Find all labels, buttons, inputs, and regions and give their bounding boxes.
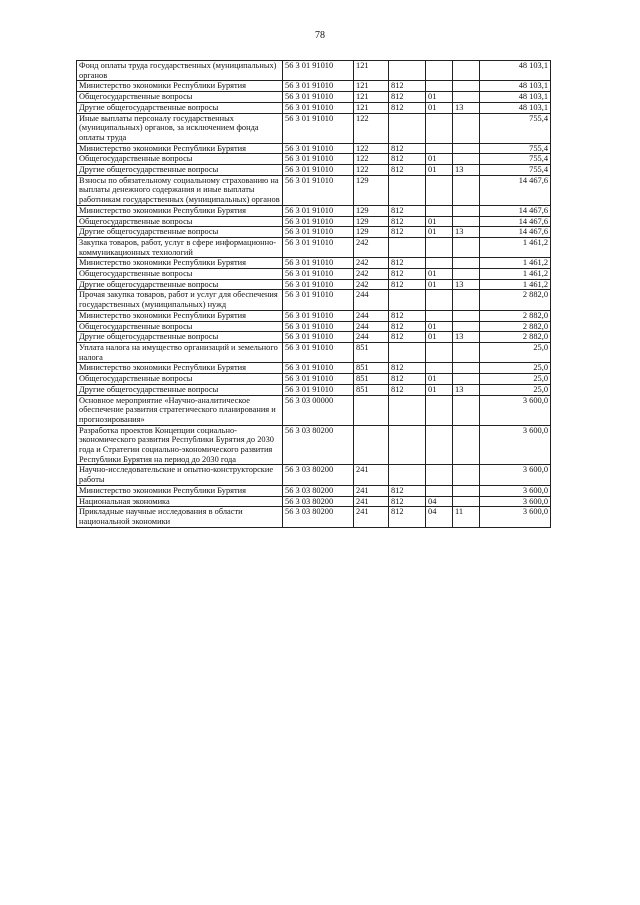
section-code-cell: 01 [426,279,453,290]
table-row [77,258,551,269]
table-row [77,363,551,374]
subsection-code-cell [453,237,480,257]
amount-cell: 1 461,2 [480,279,551,290]
target-article-code-cell: 56 3 01 91010 [283,175,354,205]
expense-name-cell: Общегосударственные вопросы [77,154,283,165]
table-row [77,205,551,216]
expense-type-cell: 851 [354,363,389,374]
expense-name-cell: Прочая закупка товаров, работ и услуг для обеспечения государственных (муниципальных) нужд [77,290,283,310]
expense-type-cell: 121 [354,102,389,113]
section-code-cell: 01 [426,332,453,343]
expense-type-cell: 244 [354,310,389,321]
section-code-cell: 04 [426,496,453,507]
amount-cell: 48 103,1 [480,92,551,103]
target-article-code-cell: 56 3 01 91010 [283,290,354,310]
amount-cell: 2 882,0 [480,321,551,332]
target-article-code-cell: 56 3 01 91010 [283,237,354,257]
target-article-code-cell: 56 3 01 91010 [283,342,354,362]
expense-name-cell: Министерство экономики Республики Бурятия [77,81,283,92]
target-article-code-cell: 56 3 01 91010 [283,154,354,165]
section-code-cell [426,61,453,81]
target-article-code-cell: 56 3 01 91010 [283,92,354,103]
expense-name-cell: Другие общегосударственные вопросы [77,332,283,343]
target-article-code-cell: 56 3 01 91010 [283,165,354,176]
department-code-cell [389,425,426,465]
target-article-code-cell: 56 3 03 80200 [283,425,354,465]
department-code-cell: 812 [389,374,426,385]
expense-name-cell: Научно-исследовательские и опытно-конструкторские работы [77,465,283,485]
expense-name-cell: Национальная экономика [77,496,283,507]
department-code-cell [389,290,426,310]
department-code-cell: 812 [389,81,426,92]
table-row [77,507,551,527]
department-code-cell: 812 [389,227,426,238]
amount-cell: 3 600,0 [480,395,551,425]
table-row [77,395,551,425]
amount-cell: 25,0 [480,374,551,385]
expense-type-cell: 242 [354,269,389,280]
section-code-cell [426,113,453,143]
department-code-cell: 812 [389,165,426,176]
table-row [77,465,551,485]
expense-name-cell: Другие общегосударственные вопросы [77,165,283,176]
table-row [77,310,551,321]
department-code-cell: 812 [389,216,426,227]
target-article-code-cell: 56 3 01 91010 [283,258,354,269]
target-article-code-cell: 56 3 03 80200 [283,485,354,496]
target-article-code-cell: 56 3 01 91010 [283,61,354,81]
amount-cell: 14 467,6 [480,205,551,216]
expense-type-cell: 122 [354,154,389,165]
subsection-code-cell [453,175,480,205]
amount-cell: 2 882,0 [480,290,551,310]
amount-cell: 48 103,1 [480,102,551,113]
subsection-code-cell [453,374,480,385]
expense-name-cell: Общегосударственные вопросы [77,374,283,385]
department-code-cell: 812 [389,363,426,374]
expense-type-cell: 242 [354,237,389,257]
expense-type-cell: 121 [354,61,389,81]
department-code-cell: 812 [389,258,426,269]
section-code-cell: 01 [426,165,453,176]
section-code-cell [426,465,453,485]
expense-type-cell: 129 [354,205,389,216]
section-code-cell [426,485,453,496]
amount-cell: 1 461,2 [480,237,551,257]
subsection-code-cell [453,81,480,92]
subsection-code-cell [453,363,480,374]
department-code-cell: 812 [389,205,426,216]
target-article-code-cell: 56 3 03 80200 [283,496,354,507]
table-row [77,290,551,310]
subsection-code-cell: 11 [453,507,480,527]
section-code-cell [426,81,453,92]
subsection-code-cell [453,485,480,496]
target-article-code-cell: 56 3 01 91010 [283,279,354,290]
section-code-cell: 01 [426,321,453,332]
expense-type-cell: 241 [354,507,389,527]
expense-name-cell: Разработка проектов Концепции социально-экономического развития Республики Бурятия до 2030 года и Стратегии социально-экономического развития Республики Бурятия на период до 2030 года [77,425,283,465]
amount-cell: 3 600,0 [480,425,551,465]
target-article-code-cell: 56 3 01 91010 [283,310,354,321]
section-code-cell: 01 [426,216,453,227]
section-code-cell [426,395,453,425]
section-code-cell: 01 [426,269,453,280]
expense-name-cell: Министерство экономики Республики Бурятия [77,143,283,154]
department-code-cell: 812 [389,507,426,527]
subsection-code-cell [453,258,480,269]
subsection-code-cell [453,310,480,321]
target-article-code-cell: 56 3 01 91010 [283,321,354,332]
expense-name-cell: Общегосударственные вопросы [77,269,283,280]
expense-type-cell: 851 [354,384,389,395]
table-row [77,143,551,154]
expense-name-cell: Фонд оплаты труда государственных (муниципальных) органов [77,61,283,81]
section-code-cell [426,342,453,362]
department-code-cell [389,237,426,257]
amount-cell: 755,4 [480,165,551,176]
table-row [77,384,551,395]
amount-cell: 3 600,0 [480,485,551,496]
target-article-code-cell: 56 3 01 91010 [283,384,354,395]
department-code-cell: 812 [389,92,426,103]
subsection-code-cell [453,143,480,154]
expense-type-cell: 851 [354,374,389,385]
table-row [77,269,551,280]
expense-type-cell: 241 [354,496,389,507]
expense-type-cell: 122 [354,143,389,154]
expense-name-cell: Министерство экономики Республики Бурятия [77,363,283,374]
page-number: 78 [315,30,325,41]
amount-cell: 25,0 [480,384,551,395]
expense-name-cell: Основное мероприятие «Научно-аналитическое обеспечение развития стратегического планирования и прогнозирования» [77,395,283,425]
department-code-cell: 812 [389,384,426,395]
target-article-code-cell: 56 3 01 91010 [283,113,354,143]
amount-cell: 3 600,0 [480,465,551,485]
expense-type-cell: 244 [354,332,389,343]
expense-name-cell: Общегосударственные вопросы [77,92,283,103]
department-code-cell [389,465,426,485]
table-row [77,332,551,343]
expense-type-cell: 244 [354,290,389,310]
section-code-cell [426,237,453,257]
department-code-cell: 812 [389,102,426,113]
expense-name-cell: Другие общегосударственные вопросы [77,279,283,290]
department-code-cell: 812 [389,269,426,280]
department-code-cell: 812 [389,496,426,507]
expense-name-cell: Общегосударственные вопросы [77,321,283,332]
expense-type-cell: 242 [354,258,389,269]
expense-type-cell: 242 [354,279,389,290]
subsection-code-cell [453,269,480,280]
expense-name-cell: Другие общегосударственные вопросы [77,102,283,113]
subsection-code-cell: 13 [453,165,480,176]
section-code-cell [426,425,453,465]
subsection-code-cell [453,290,480,310]
expense-name-cell: Закупка товаров, работ, услуг в сфере информационно-коммуникационных технологий [77,237,283,257]
table-row [77,102,551,113]
subsection-code-cell: 13 [453,102,480,113]
expense-type-cell: 241 [354,485,389,496]
section-code-cell [426,258,453,269]
budget-table-body [77,61,551,528]
department-code-cell: 812 [389,332,426,343]
table-row [77,342,551,362]
department-code-cell: 812 [389,143,426,154]
target-article-code-cell: 56 3 01 91010 [283,81,354,92]
section-code-cell: 01 [426,102,453,113]
subsection-code-cell [453,425,480,465]
section-code-cell: 01 [426,227,453,238]
target-article-code-cell: 56 3 01 91010 [283,374,354,385]
table-row [77,237,551,257]
section-code-cell: 01 [426,374,453,385]
table-row [77,81,551,92]
department-code-cell [389,113,426,143]
target-article-code-cell: 56 3 03 80200 [283,507,354,527]
expense-name-cell: Министерство экономики Республики Бурятия [77,258,283,269]
target-article-code-cell: 56 3 01 91010 [283,102,354,113]
amount-cell: 1 461,2 [480,269,551,280]
expense-name-cell: Взносы по обязательному социальному страхованию на выплаты денежного содержания и иные выплаты работникам государственных (муниципальных) органов [77,175,283,205]
expense-name-cell: Иные выплаты персоналу государственных (муниципальных) органов, за исключением фонда оплаты труда [77,113,283,143]
subsection-code-cell [453,113,480,143]
department-code-cell [389,342,426,362]
expense-name-cell: Министерство экономики Республики Бурятия [77,310,283,321]
section-code-cell: 01 [426,384,453,395]
subsection-code-cell: 13 [453,332,480,343]
subsection-code-cell: 13 [453,279,480,290]
expense-name-cell: Министерство экономики Республики Бурятия [77,205,283,216]
amount-cell: 2 882,0 [480,332,551,343]
expense-type-cell: 122 [354,165,389,176]
amount-cell: 25,0 [480,342,551,362]
expense-name-cell: Уплата налога на имущество организаций и земельного налога [77,342,283,362]
target-article-code-cell: 56 3 01 91010 [283,363,354,374]
amount-cell: 2 882,0 [480,310,551,321]
expense-name-cell: Другие общегосударственные вопросы [77,384,283,395]
expense-type-cell: 129 [354,216,389,227]
table-row [77,321,551,332]
table-row [77,165,551,176]
table-row [77,175,551,205]
table-row [77,485,551,496]
expense-name-cell: Общегосударственные вопросы [77,216,283,227]
subsection-code-cell [453,395,480,425]
expense-type-cell: 241 [354,465,389,485]
department-code-cell [389,61,426,81]
table-row [77,113,551,143]
subsection-code-cell [453,465,480,485]
target-article-code-cell: 56 3 01 91010 [283,205,354,216]
amount-cell: 755,4 [480,143,551,154]
table-row [77,92,551,103]
amount-cell: 14 467,6 [480,227,551,238]
target-article-code-cell: 56 3 03 80200 [283,465,354,485]
amount-cell: 48 103,1 [480,61,551,81]
subsection-code-cell [453,216,480,227]
department-code-cell [389,175,426,205]
department-code-cell: 812 [389,485,426,496]
department-code-cell: 812 [389,310,426,321]
table-row [77,279,551,290]
section-code-cell [426,175,453,205]
section-code-cell [426,290,453,310]
expense-name-cell: Другие общегосударственные вопросы [77,227,283,238]
expense-type-cell: 851 [354,342,389,362]
department-code-cell: 812 [389,154,426,165]
target-article-code-cell: 56 3 01 91010 [283,332,354,343]
department-code-cell: 812 [389,321,426,332]
target-article-code-cell: 56 3 01 91010 [283,269,354,280]
subsection-code-cell [453,496,480,507]
table-row [77,227,551,238]
amount-cell: 14 467,6 [480,216,551,227]
subsection-code-cell [453,205,480,216]
subsection-code-cell [453,92,480,103]
section-code-cell: 01 [426,92,453,103]
subsection-code-cell [453,61,480,81]
target-article-code-cell: 56 3 03 00000 [283,395,354,425]
amount-cell: 48 103,1 [480,81,551,92]
subsection-code-cell [453,154,480,165]
amount-cell: 755,4 [480,113,551,143]
expense-type-cell: 129 [354,227,389,238]
subsection-code-cell: 13 [453,227,480,238]
table-row [77,374,551,385]
amount-cell: 3 600,0 [480,507,551,527]
budget-table [76,60,551,528]
target-article-code-cell: 56 3 01 91010 [283,216,354,227]
table-row [77,496,551,507]
section-code-cell [426,143,453,154]
expense-type-cell: 244 [354,321,389,332]
section-code-cell: 04 [426,507,453,527]
expense-type-cell: 121 [354,92,389,103]
expense-type-cell: 122 [354,113,389,143]
amount-cell: 3 600,0 [480,496,551,507]
expense-type-cell [354,425,389,465]
target-article-code-cell: 56 3 01 91010 [283,227,354,238]
section-code-cell: 01 [426,154,453,165]
table-row [77,425,551,465]
subsection-code-cell [453,321,480,332]
expense-type-cell: 129 [354,175,389,205]
section-code-cell [426,205,453,216]
expense-type-cell: 121 [354,81,389,92]
table-row [77,216,551,227]
target-article-code-cell: 56 3 01 91010 [283,143,354,154]
subsection-code-cell: 13 [453,384,480,395]
table-row [77,61,551,81]
department-code-cell [389,395,426,425]
expense-name-cell: Прикладные научные исследования в области национальной экономики [77,507,283,527]
table-row [77,154,551,165]
subsection-code-cell [453,342,480,362]
expense-name-cell: Министерство экономики Республики Бурятия [77,485,283,496]
section-code-cell [426,363,453,374]
amount-cell: 14 467,6 [480,175,551,205]
department-code-cell: 812 [389,279,426,290]
expense-type-cell [354,395,389,425]
amount-cell: 755,4 [480,154,551,165]
section-code-cell [426,310,453,321]
amount-cell: 25,0 [480,363,551,374]
amount-cell: 1 461,2 [480,258,551,269]
